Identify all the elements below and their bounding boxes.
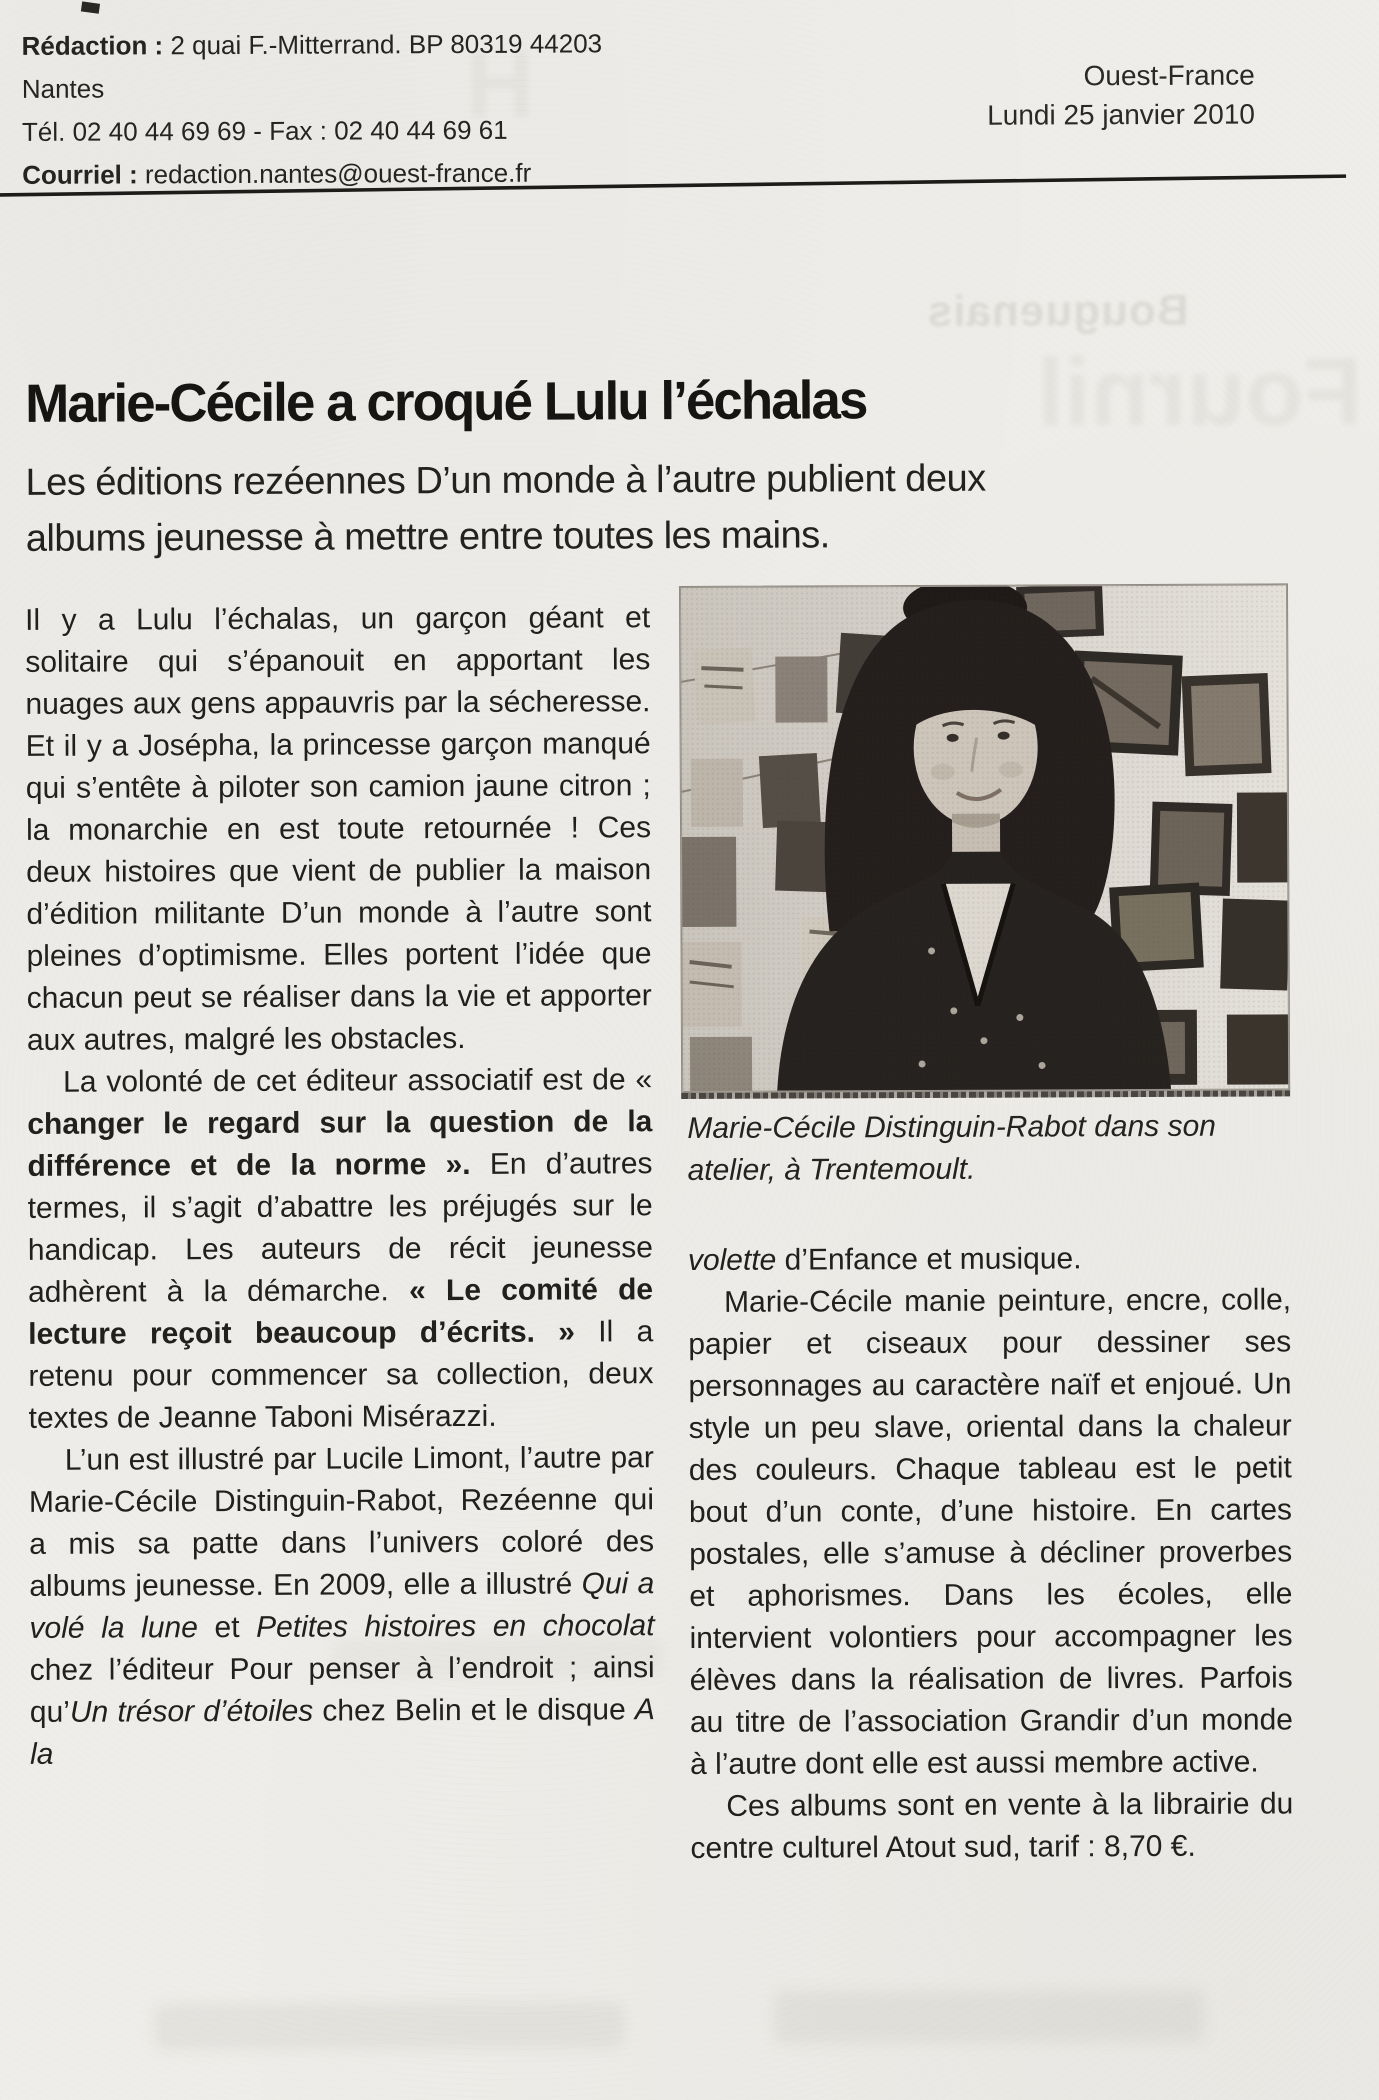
italic-text: Un trésor d’étoiles: [69, 1694, 314, 1729]
italic-text: Qui a volé la lune: [29, 1567, 655, 1645]
paper-name: Ouest-France: [1083, 59, 1255, 92]
masthead-phone: Tél. 02 40 44 69 69 - Fax : 02 40 44 69 61: [21, 114, 508, 147]
masthead-contact-block: [22, 22, 663, 197]
body-text: d’Enfance et musique.: [776, 1242, 1082, 1277]
masthead-email-label: Courriel :: [22, 159, 138, 190]
masthead-address-label: Rédaction :: [21, 30, 164, 61]
article-paragraph: [25, 597, 652, 1062]
body-text: chez Belin et le disque: [313, 1693, 635, 1728]
body-text: chez l’éditeur Pour penser à l’endroit ; ainsi qu’: [29, 1651, 655, 1729]
article-photo: [679, 583, 1290, 1093]
issue-date: Lundi 25 janvier 2010: [987, 98, 1255, 131]
body-text: Ces albums sont en vente à la librairie du centre culturel Atout sud, tarif : 8,70 €.: [690, 1787, 1294, 1866]
body-text: Il y a Lulu l’échalas, un garçon géant et solitaire qui s’épanouit en apportant les nuages aux gens appauvris par la sécheresse. Et il y a Josépha, la princesse garçon manqué qui s’entête à piloter son camion jaune citron ; la monarchie en est toute retournée ! Ces deux histoires que vient de publier la maison d’édition militante D’un monde à l’autre sont pleines d’optimisme. Elles portent l’idée que chacun peut se réaliser dans la vie et apporter aux autres, malgré les obstacles.: [25, 601, 652, 1057]
article-paragraph: [688, 1237, 1291, 1282]
article-paragraph: [688, 1279, 1293, 1786]
photo-illustration: [680, 584, 1289, 1092]
photo-bottom-edge: [681, 1090, 1290, 1099]
body-text: L’un est illustré par Lucile Limont, l’autre par Marie-Cécile Distinguin-Rabot, Rezéenne qui a mis sa patte dans l’univers coloré des albums jeunesse. En 2009, elle a illustré: [28, 1441, 655, 1603]
italic-text: Petites histoires en chocolat: [256, 1609, 655, 1644]
body-text: La volonté de cet éditeur associatif est de «: [63, 1063, 653, 1099]
body-text: Marie-Cécile manie peinture, encre, colle, papier et ciseaux pour dessiner ses personnages au caractère naïf et enjoué. Un style un peu slave, oriental dans la chaleur des couleurs. Chaque tableau est le petit bout d’un conte, d’une histoire. En cartes postales, elle s’amuse à décliner proverbes et aphorismes. Dans les écoles, elle intervient volontiers pour accompagner les élèves dans la réalisation de livres. Parfois au titre de l’association Grandir d’un monde à l’autre dont elle est aussi membre active.: [688, 1283, 1294, 1782]
article-headline: Marie-Cécile a croqué Lulu l’échalas: [25, 370, 867, 434]
bold-text: changer le regard sur la question de la différence et de la norme ».: [27, 1105, 653, 1183]
article-column-left: [25, 597, 655, 1776]
article-paragraph: [690, 1783, 1293, 1870]
bleed-through-text: H: [465, 31, 535, 138]
scan-speck: [81, 1, 100, 13]
italic-text: A la: [29, 1693, 655, 1771]
article-column-right: [688, 1237, 1294, 1870]
masthead-address: [22, 22, 662, 111]
bleed-through-text: Bouguenais: [926, 285, 1189, 336]
body-text: En d’autres termes, il s’agit d’abattre les préjugés sur le handicap. Les auteurs de récit jeunesse adhèrent à la démarche.: [27, 1147, 653, 1309]
article-standfirst: Les éditions rezéennes D’un monde à l’autre publient deux albums jeunesse à mettre entre toutes les mains.: [25, 457, 986, 560]
bold-text: « Le comité de lecture reçoit beaucoup d’écrits. »: [28, 1273, 654, 1351]
masthead-edition-block: [987, 56, 1255, 135]
article-paragraph: [27, 1059, 654, 1440]
masthead-email-text: redaction.nantes@ouest-france.fr: [137, 157, 532, 190]
bleed-through-blob: [774, 1990, 1204, 2044]
body-text: et: [197, 1610, 257, 1645]
bleed-through-blob: [154, 2002, 624, 2050]
photo-caption: Marie-Cécile Distinguin-Rabot dans son atelier, à Trentemoult.: [687, 1109, 1216, 1188]
masthead-address-text: 2 quai F.-Mitterrand. BP 80319 44203 Nantes: [21, 28, 603, 104]
body-text: Il a retenu pour commencer sa collection, deux textes de Jeanne Taboni Misérazzi.: [28, 1315, 654, 1435]
italic-text: volette: [687, 1243, 777, 1278]
article-paragraph: [29, 1437, 655, 1776]
bleed-through-text: Fournil: [1036, 338, 1363, 447]
